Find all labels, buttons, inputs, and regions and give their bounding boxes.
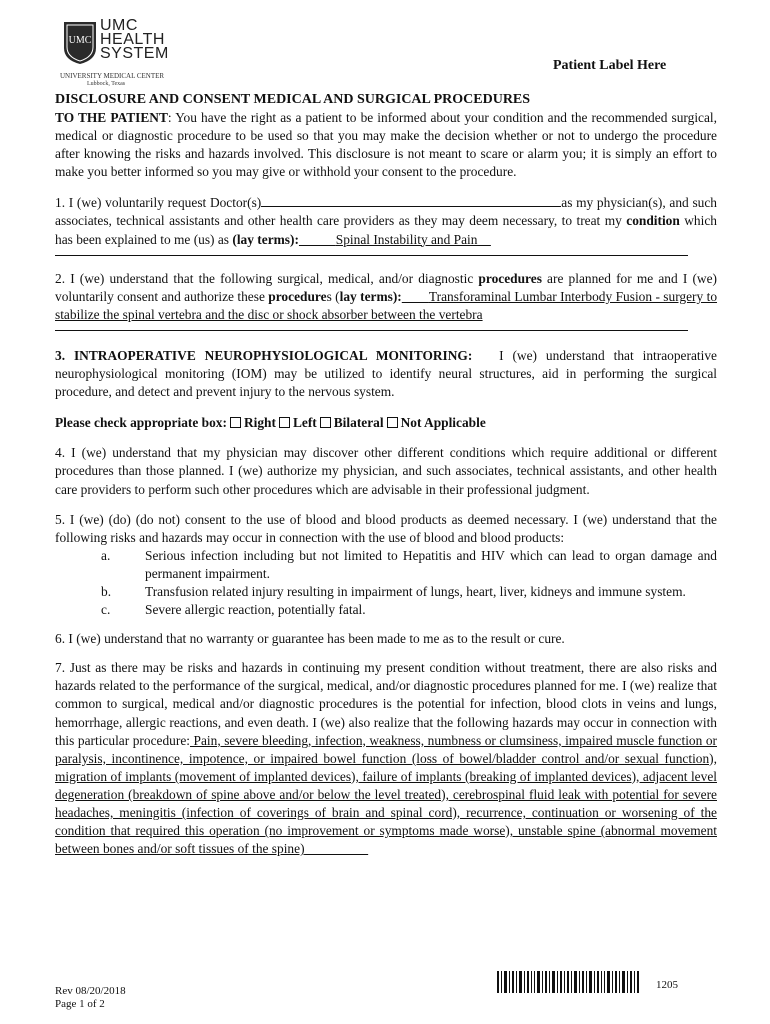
section-7 (55, 659, 717, 858)
side-checkbox-row (55, 414, 717, 432)
procedure-suffix: s (326, 288, 332, 304)
condition-label: condition (626, 213, 680, 229)
risk-item (55, 547, 717, 583)
section-2-mid: are planned for me and I (we) voluntarily consent and authorize these (55, 270, 717, 304)
hazards-value-field[interactable] (55, 733, 717, 857)
procedures-label: procedures (478, 270, 542, 286)
checkbox-right[interactable] (230, 417, 241, 428)
section-1-mid: as my physician(s), and such associates, technical assistants and other health care providers as they may deem necessary, to treat my (55, 195, 717, 229)
checkbox-not-applicable[interactable] (387, 417, 398, 428)
checkbox-bilateral-label: Bilateral (333, 415, 384, 431)
condition-value-field[interactable] (299, 232, 491, 247)
logo-city: Lubbock, Texas (87, 81, 126, 87)
procedure-label: procedure (268, 288, 327, 304)
umc-logo (60, 18, 180, 92)
intro-text: : You have the right as a patient to be informed about your condition and the recommended surgical, medical or diagnostic procedure to be used so that you may make the decision whether or not to undergo the procedure after knowing the risks and hazards involved. This disclosure is not meant to scare or alarm you; it is simply an effort to make you better informed so you may give or withhold your consent to the procedure. (55, 110, 717, 180)
umc-seal-icon (60, 18, 100, 66)
condition-value: Spinal Instability and Pain (335, 231, 478, 247)
risk-item-letter: b. (101, 583, 112, 599)
logo-subtitle: UNIVERSITY MEDICAL CENTER (60, 72, 165, 80)
form-body (55, 91, 717, 858)
section-2 (55, 270, 717, 324)
checkbox-left-label: Left (292, 415, 317, 431)
section-3 (55, 347, 717, 401)
risk-item-text: Severe allergic reaction, potentially fatal. (145, 602, 366, 618)
section-2-start: 2. I (we) understand that the following surgical, medical, and/or diagnostic (55, 270, 479, 286)
brand-line-1: UMC (100, 17, 138, 34)
form-number: 1205 (656, 979, 678, 991)
section-6: 6. I (we) understand that no warranty or guarantee has been made to me as to the result or cure. (55, 631, 565, 647)
lay-terms-label-2: lay terms): (339, 288, 402, 304)
revision-date: Rev 08/20/2018 (55, 985, 126, 997)
page-number: Page 1 of 2 (55, 998, 105, 1010)
patient-label-placeholder: Patient Label Here (553, 58, 667, 73)
checkbox-not-applicable-label: Not Applicable (400, 415, 486, 431)
section-2-paren: ( (331, 288, 340, 304)
risk-item (55, 601, 717, 619)
barcode (497, 971, 639, 993)
procedure-value: Transforaminal Lumbar Interbody Fusion - surgery to stabilize the spinal vertebra and the disc or shock absorber between the vertebra (55, 288, 718, 322)
checkbox-left[interactable] (279, 417, 290, 428)
brand-line-2: HEALTH (100, 31, 165, 48)
section-1 (55, 192, 717, 248)
iom-text: I (we) understand that intraoperative neurophysiological monitoring (IOM) may be utilized to identify neural structures, aid in performing the surgical procedure, and detect and prevent injury to the nervous system. (55, 347, 717, 400)
brand-line-3: SYSTEM (100, 45, 169, 62)
risk-item-text: Serious infection including but not limited to Hepatitis and HIV which can lead to organ damage and permanent impairment. (145, 547, 717, 581)
risk-item-letter: a. (101, 547, 111, 563)
footer-info (55, 985, 126, 1011)
section-1-mid2: which has been explained to me (us) as (55, 213, 717, 247)
iom-heading: 3. INTRAOPERATIVE NEUROPHYSIOLOGICAL MONITORING: (55, 347, 473, 363)
section-5-intro: 5. I (we) (do) (do not) consent to the use of blood and blood products as deemed necessary. I (we) understand that the following risks and hazards may occur in connection with the use of blood and blood products: (55, 511, 717, 545)
doctor-name-field[interactable] (261, 192, 561, 207)
seal-text: UMC (68, 35, 92, 46)
risk-item (55, 583, 717, 601)
intro-paragraph (55, 109, 717, 181)
checkbox-prompt: Please check appropriate box: (55, 415, 227, 431)
checkbox-right-label: Right (243, 415, 276, 431)
checkbox-bilateral[interactable] (320, 417, 331, 428)
risk-item-text: Transfusion related injury resulting in impairment of lungs, heart, liver, kidneys and immune system. (145, 583, 686, 599)
brand-name (100, 19, 169, 61)
intro-lead: TO THE PATIENT (55, 110, 168, 125)
hazards-value: Pain, severe bleeding, infection, weakness, numbness or clumsiness, impaired muscle function or paralysis, incontinence, impotence, or impaired bowel function (loss of bowel/bladder control and/or sexual function), migration of implants (movement of implanted devices), failure of implants (breaking of implanted devices), adjacent level degeneration (breakdown of spine above and/or below the level treated), cerebrospinal fluid leak with potential for severe headaches, meningitis (infection of coverings of brain and spinal cord), recurrence, continuation or worsening of the condition that required this operation (no improvement or symptoms made worse), unstable spine (abnormal movement between bones and/or soft tissues of the spine) (55, 732, 718, 857)
form-title: DISCLOSURE AND CONSENT MEDICAL AND SURGICAL PROCEDURES (55, 92, 531, 107)
section-1-start: 1. I (we) voluntarily request Doctor(s) (55, 195, 262, 211)
section-7-text: 7. Just as there may be risks and hazards in continuing my present condition without treatment, there are also risks and hazards related to the performance of the surgical, medical, and/or diagnostic procedures planned for me. I (we) realize that common to surgical, medical and/or diagnostic procedures is the potential for infection, blood clots in veins and lungs, hemorrhage, allergic reactions, and even death. I (we) also realize that the following hazards may occur in connection with this particular procedure: (55, 660, 717, 748)
lay-terms-label: (lay terms): (232, 231, 299, 247)
risk-item-letter: c. (101, 602, 111, 618)
section-4: 4. I (we) understand that my physician may discover other different conditions which require additional or different procedures than those planned. I (we) authorize my physician, and such associates, technical assistants, and other health care providers to perform such other procedures which are advisable in their professional judgment. (55, 445, 717, 497)
